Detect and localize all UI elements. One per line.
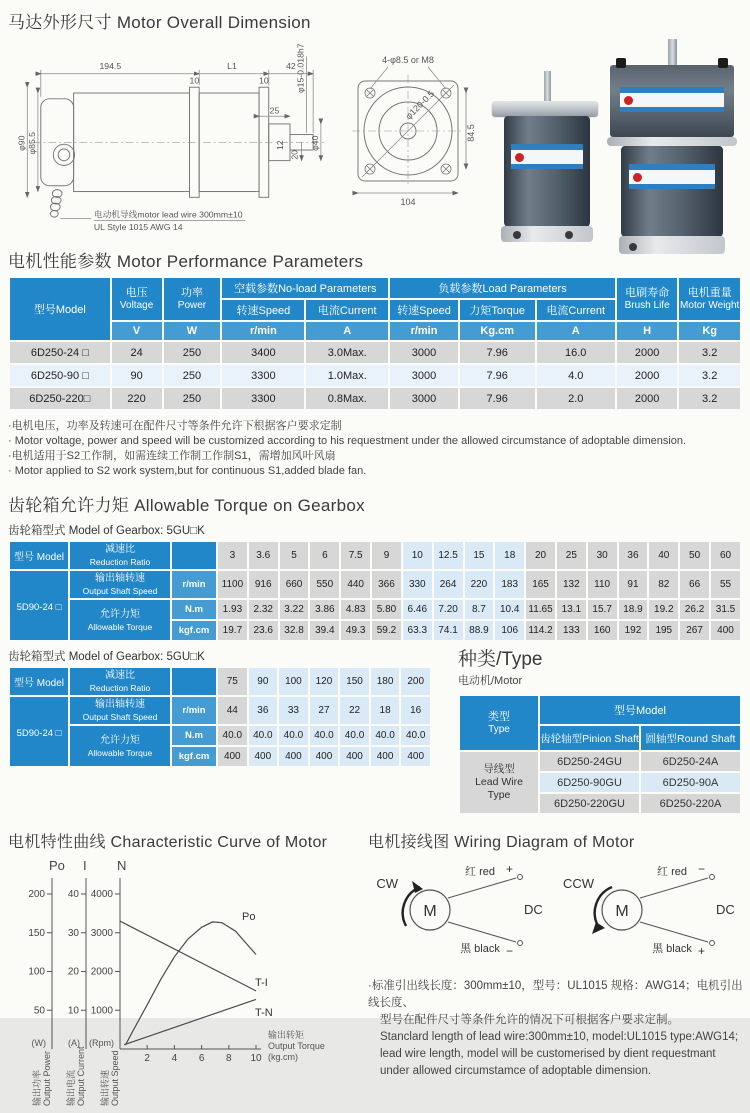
col-torque: 力矩Torque xyxy=(460,300,535,320)
table-cell: 250 xyxy=(164,342,221,363)
torque-nm-row: 允许力矩 Allowable Torque N.m 40.0 40.0 40.0 40.0 40.0 40.0 40.0 xyxy=(10,726,430,745)
lead-wire-spec: UL Style 1015 AWG 14 xyxy=(93,222,183,233)
gearbox-model-note-1: 齿轮箱型式 Model of Gearbox: 5GU□K xyxy=(8,525,205,537)
gearbox-table-1 xyxy=(8,540,742,642)
table-cell: 9 xyxy=(372,542,401,569)
series-T-N xyxy=(124,999,256,1044)
table-cell: 18.9 xyxy=(619,600,648,619)
table-cell: 120 xyxy=(310,668,339,695)
table-cell: 90 xyxy=(112,365,162,386)
group-noload: 空载参数No-load Parameters xyxy=(222,278,388,298)
table-cell: 40.0 xyxy=(310,726,339,745)
svg-text:(A): (A) xyxy=(68,1038,80,1048)
table-cell: 6.46 xyxy=(403,600,432,619)
svg-text:30: 30 xyxy=(67,927,79,939)
table-cell: 20 xyxy=(526,542,555,569)
table-cell: 7.96 xyxy=(460,342,535,363)
table-cell: 400 xyxy=(401,747,430,766)
type-table xyxy=(458,694,742,815)
table-cell: 264 xyxy=(434,571,463,598)
table-cell: 6D250-90 □ xyxy=(10,365,110,386)
svg-text:(W): (W) xyxy=(31,1038,46,1048)
table-cell: 7.5 xyxy=(341,542,370,569)
dim-dia90: φ90 xyxy=(16,135,27,151)
dim-total-length: 194.5 xyxy=(99,60,122,71)
table-cell: 114.2 xyxy=(526,621,555,640)
svg-text:输出功率: 输出功率 xyxy=(32,1069,42,1106)
table-cell: 100 xyxy=(279,668,308,695)
series-Po xyxy=(125,922,256,1045)
row-allowable-torque: 允许力矩 Allowable Torque xyxy=(70,726,170,766)
table-cell: 10.4 xyxy=(495,600,524,619)
svg-text:20: 20 xyxy=(67,966,79,978)
table-cell: 13.1 xyxy=(557,600,586,619)
table-cell: 7.20 xyxy=(434,600,463,619)
table-cell: 22 xyxy=(340,697,369,724)
section-title-dimension: 马达外形尺寸 Motor Overall Dimension xyxy=(8,13,311,32)
table-cell: 36 xyxy=(619,542,648,569)
table-cell: 132 xyxy=(557,571,586,598)
svg-text:输出转矩: 输出转矩 xyxy=(268,1030,305,1040)
table-cell: 3.6 xyxy=(249,542,278,569)
table-cell: 106 xyxy=(495,621,524,640)
svg-text:N: N xyxy=(117,858,127,873)
svg-text:150: 150 xyxy=(28,927,45,939)
lead-wire-note: 电动机导线motor lead wire 300mm±10 xyxy=(93,209,243,220)
table-cell: 49.3 xyxy=(341,621,370,640)
black-wire-label: 黑 black xyxy=(652,943,692,955)
type-section-title: 种类/Type xyxy=(458,649,543,670)
table-cell: 18 xyxy=(371,697,400,724)
table-cell: 400 xyxy=(371,747,400,766)
table-cell: 1100 xyxy=(218,571,247,598)
side-view-drawing xyxy=(8,37,344,235)
svg-text:40: 40 xyxy=(67,889,79,900)
table-cell: 39.4 xyxy=(310,621,339,640)
dim-plate2: 10 xyxy=(259,75,269,86)
svg-text:输出转速: 输出转速 xyxy=(100,1069,110,1106)
table-cell: 2000 xyxy=(617,365,678,386)
dim-104: 104 xyxy=(400,197,416,207)
table-cell: 180 xyxy=(371,668,400,695)
table-cell: 195 xyxy=(649,621,678,640)
table-cell: 3.2 xyxy=(679,342,740,363)
table-cell: 7.96 xyxy=(460,388,535,409)
table-cell: 2.32 xyxy=(249,600,278,619)
table-cell: 88.9 xyxy=(465,621,494,640)
table-cell: 40.0 xyxy=(340,726,369,745)
table-cell: 60 xyxy=(711,542,740,569)
table-cell: 66 xyxy=(680,571,709,598)
svg-text:Po: Po xyxy=(49,858,65,873)
table-cell: 3 xyxy=(218,542,247,569)
svg-text:Po: Po xyxy=(242,911,256,923)
performance-notes xyxy=(8,419,742,479)
table-cell: 40.0 xyxy=(401,726,430,745)
motor-photos xyxy=(484,37,742,233)
table-cell: 50 xyxy=(680,542,709,569)
note-line: under allowed circumstamce of adoptable dimension. xyxy=(380,1065,652,1077)
svg-text:2000: 2000 xyxy=(90,966,113,978)
table-cell: 26.2 xyxy=(680,600,709,619)
table-row xyxy=(460,752,740,771)
col-round-shaft: 圆轴型Round Shaft xyxy=(641,726,740,750)
direction-label: CW xyxy=(376,876,398,891)
svg-text:Output Power: Output Power xyxy=(42,1050,52,1106)
section-title-performance: 电机性能参数 Motor Performance Parameters xyxy=(8,252,364,271)
dim-bolt-note: 4-φ8.5 or M8 xyxy=(382,55,434,65)
svg-text:1000: 1000 xyxy=(90,1005,113,1017)
section-title-curve: 电机特性曲线 Characteristic Curve of Motor xyxy=(8,834,328,851)
note-line: · Motor applied to S2 work system,but for continuous S1,added blade fan. xyxy=(8,465,367,477)
table-cell: 7.96 xyxy=(460,365,535,386)
table-cell: 6D250-220GU xyxy=(540,794,639,813)
table-cell: 18 xyxy=(495,542,524,569)
svg-text:10: 10 xyxy=(67,1005,79,1017)
table-cell: 660 xyxy=(280,571,309,598)
svg-text:Output Torque: Output Torque xyxy=(268,1041,325,1051)
red-polarity: − xyxy=(698,862,706,876)
table-cell: 23.6 xyxy=(249,621,278,640)
table-cell: 8.7 xyxy=(465,600,494,619)
table-cell: 55 xyxy=(711,571,740,598)
dim-25: 25 xyxy=(269,105,280,116)
group-model: 型号Model xyxy=(540,696,740,724)
table-cell: 16.0 xyxy=(537,342,615,363)
dc-label: DC xyxy=(716,902,735,917)
table-cell: 6D250-90A xyxy=(641,773,740,792)
table-cell: 2.0 xyxy=(537,388,615,409)
table-cell: 400 xyxy=(310,747,339,766)
table-cell: 6D250-24GU xyxy=(540,752,639,771)
table-cell: 3000 xyxy=(390,342,458,363)
row-reduction-ratio: 减速比 Reduction Ratio xyxy=(70,668,170,695)
table-cell: 150 xyxy=(340,668,369,695)
wiring-diagram-ccw xyxy=(560,862,746,962)
table-cell: 44 xyxy=(218,697,247,724)
type-section-subtitle: 电动机/Motor xyxy=(458,675,523,687)
table-cell: 19.7 xyxy=(218,621,247,640)
dim-845: 84.5 xyxy=(466,124,476,142)
red-wire-label: 红 red xyxy=(465,866,495,878)
table-cell: 36 xyxy=(249,697,278,724)
table-cell: 400 xyxy=(711,621,740,640)
speed-row: 5D90-24 □ 输出轴转速 Output Shaft Speed r/min 44 36 33 27 22 18 16 xyxy=(10,697,430,724)
col-model: 型号 Model xyxy=(10,542,68,569)
table-cell: 40.0 xyxy=(249,726,278,745)
table-cell: 4.0 xyxy=(537,365,615,386)
col-brush-life: 电刷寿命 Brush Life xyxy=(617,278,678,320)
col-load-current: 电流Current xyxy=(537,300,615,320)
dim-dia855: φ85.5 xyxy=(26,131,37,155)
motor-symbol: M xyxy=(615,903,629,920)
table-cell: 59.2 xyxy=(372,621,401,640)
table-cell: 2000 xyxy=(617,342,678,363)
col-model: 型号Model xyxy=(10,278,110,340)
table-cell: 6D250-24A xyxy=(641,752,740,771)
table-cell: 30 xyxy=(588,542,617,569)
table-cell: 3300 xyxy=(222,365,304,386)
row-output-speed: 输出轴转速 Output Shaft Speed xyxy=(70,571,170,598)
table-cell: 27 xyxy=(310,697,339,724)
table-cell: 16 xyxy=(401,697,430,724)
table-cell: 40.0 xyxy=(218,726,247,745)
table-cell: 160 xyxy=(588,621,617,640)
table-cell: 3000 xyxy=(390,365,458,386)
table-cell: 6D250-220□ xyxy=(10,388,110,409)
svg-text:I: I xyxy=(83,858,87,873)
torque-kgf-row: kgf.cm 19.7 23.6 32.8 39.4 49.3 59.2 63.3 74.1 88.9 106 114.2 133 160 192 195 267 400 xyxy=(10,621,740,640)
table-cell: 63.3 xyxy=(403,621,432,640)
svg-text:输出电流: 输出电流 xyxy=(66,1069,76,1106)
table-cell: 25 xyxy=(557,542,586,569)
dim-plate1: 10 xyxy=(189,75,200,86)
row-lead-wire-type: 导线型 Lead Wire Type xyxy=(460,752,538,813)
col-noload-current: 电流Current xyxy=(306,300,388,320)
note-line: ·电机适用于S2工作制，如需连续工作制工作制S1，需增加风叶风扇 xyxy=(8,450,336,462)
table-cell: 6D250-220A xyxy=(641,794,740,813)
section-title-wiring: 电机接线图 Wiring Diagram of Motor xyxy=(368,834,635,851)
table-cell: 550 xyxy=(310,571,339,598)
table-cell: 267 xyxy=(680,621,709,640)
table-cell: 110 xyxy=(588,571,617,598)
table-cell: 40.0 xyxy=(371,726,400,745)
gearbox-table-2 xyxy=(8,666,432,768)
table-cell: 192 xyxy=(619,621,648,640)
svg-text:100: 100 xyxy=(28,966,45,978)
table-cell: 3300 xyxy=(222,388,304,409)
row-reduction-ratio: 减速比 Reduction Ratio xyxy=(70,542,170,569)
group-load: 负载参数Load Parameters xyxy=(390,278,615,298)
note-line: · Motor voltage, power and speed will be customized according to his requestment under the allowed circumstance of adoptable dimension. xyxy=(8,435,687,447)
dim-42: 42 xyxy=(286,60,296,71)
table-cell: 31.5 xyxy=(711,600,740,619)
col-weight: 电机重量 Motor Weight xyxy=(679,278,740,320)
table-cell: 3.2 xyxy=(679,388,740,409)
dimension-drawings xyxy=(8,37,742,235)
table-cell: 24 xyxy=(112,342,162,363)
table-cell: 220 xyxy=(465,571,494,598)
table-cell: 5.80 xyxy=(372,600,401,619)
col-power: 功率 Power xyxy=(164,278,221,320)
rotation-arrow-cw xyxy=(403,887,420,926)
dc-label: DC xyxy=(524,902,543,917)
note-line: ·电机电压，功率及转速可在配件尺寸等条件允许下根据客户要求定制 xyxy=(8,420,342,432)
characteristic-curve-chart xyxy=(8,856,358,1108)
black-polarity: − xyxy=(506,944,514,958)
svg-text:(Rpm): (Rpm) xyxy=(89,1038,114,1048)
table-cell: 250 xyxy=(164,365,221,386)
table-cell: 10 xyxy=(403,542,432,569)
table-cell: 3.0Max. xyxy=(306,342,388,363)
torque-nm-row: 允许力矩 Allowable Torque N.m 1.93 2.32 3.22 3.86 4.83 5.80 6.46 7.20 8.7 10.4 11.65 13.1 15.7 18.9 19.2 26.2 31.5 xyxy=(10,600,740,619)
col-model: 型号 Model xyxy=(10,668,68,695)
table-cell: 11.65 xyxy=(526,600,555,619)
table-cell: 3.22 xyxy=(280,600,309,619)
table-cell: 916 xyxy=(249,571,278,598)
table-cell: 5 xyxy=(280,542,309,569)
svg-text:10: 10 xyxy=(250,1053,262,1064)
svg-text:T-N: T-N xyxy=(255,1007,273,1019)
motor-symbol: M xyxy=(423,903,437,920)
table-row xyxy=(10,388,740,409)
svg-text:Output Speed: Output Speed xyxy=(110,1050,120,1106)
table-cell: 400 xyxy=(340,747,369,766)
svg-text:8: 8 xyxy=(226,1053,232,1064)
col-type: 类型 Type xyxy=(460,696,538,750)
table-cell: 6 xyxy=(310,542,339,569)
dim-shaft-dia: φ15-0.018h7 xyxy=(295,43,306,94)
table-cell: 400 xyxy=(218,747,247,766)
table-cell: 12.5 xyxy=(434,542,463,569)
table-cell: 3.86 xyxy=(310,600,339,619)
col-load-speed: 转速Speed xyxy=(390,300,458,320)
col-noload-speed: 转速Speed xyxy=(222,300,304,320)
svg-text:T-I: T-I xyxy=(255,977,268,989)
note-line: Stanclard length of lead wire:300mm±10, model:UL1015 type:AWG14; xyxy=(380,1031,739,1043)
note-line: ·标准引出线长度：300mm±10，型号：UL1015 规格：AWG14；电机引出线长度、 xyxy=(368,980,743,1009)
table-cell: 200 xyxy=(401,668,430,695)
table-cell: 3000 xyxy=(390,388,458,409)
table-cell: 366 xyxy=(372,571,401,598)
dim-12: 12 xyxy=(275,140,286,151)
speed-row: 5D90-24 □ 输出轴转速 Output Shaft Speed r/min 1100 916 660 550 440 366 330 264 220 183 165 132 110 91 82 66 55 xyxy=(10,571,740,598)
table-cell: 3400 xyxy=(222,342,304,363)
red-wire-label: 红 red xyxy=(657,866,687,878)
table-cell: 1.0Max. xyxy=(306,365,388,386)
dim-hub-dia: φ40 xyxy=(309,135,320,151)
table-cell: 19.2 xyxy=(649,600,678,619)
table-cell: 90 xyxy=(249,668,278,695)
wiring-diagram-cw xyxy=(368,862,554,962)
ratio-row xyxy=(10,542,740,569)
table-cell: 220 xyxy=(112,388,162,409)
table-cell: 165 xyxy=(526,571,555,598)
table-cell: 0.8Max. xyxy=(306,388,388,409)
note-line: lead wire length, model will be customerised by dient requestmant xyxy=(380,1048,716,1060)
dim-l1: L1 xyxy=(227,60,237,71)
svg-text:Output Current: Output Current xyxy=(76,1046,86,1106)
svg-text:4000: 4000 xyxy=(90,889,113,900)
table-cell: 74.1 xyxy=(434,621,463,640)
table-cell: 3.2 xyxy=(679,365,740,386)
table-cell: 133 xyxy=(557,621,586,640)
col-pinion-shaft: 齿轮轴型Pinion Shaft xyxy=(540,726,639,750)
svg-text:200: 200 xyxy=(28,889,45,900)
table-cell: 183 xyxy=(495,571,524,598)
table-cell: 82 xyxy=(649,571,678,598)
table-cell: 6D250-24 □ xyxy=(10,342,110,363)
table-cell: 32.8 xyxy=(280,621,309,640)
note-line: 型号在配件尺寸等条件允许的情况下可根据客户要求定制。 xyxy=(380,1014,679,1026)
table-row xyxy=(10,342,740,363)
ratio-row xyxy=(10,668,430,695)
table-cell: 15.7 xyxy=(588,600,617,619)
table-cell: 33 xyxy=(279,697,308,724)
svg-text:6: 6 xyxy=(198,1053,205,1064)
table-cell: 330 xyxy=(403,571,432,598)
torque-kgf-row: kgf.cm 400 400 400 400 400 400 400 xyxy=(10,747,430,766)
svg-text:4: 4 xyxy=(171,1053,178,1064)
svg-text:3000: 3000 xyxy=(90,927,113,939)
performance-table xyxy=(8,276,742,411)
col-voltage: 电压 Voltage xyxy=(112,278,162,320)
motor-photo-large xyxy=(606,39,738,254)
dim-20: 20 xyxy=(289,149,300,160)
table-cell: 15 xyxy=(465,542,494,569)
red-polarity: + xyxy=(506,862,514,876)
dim-pilot-dia: φ120-0.5 xyxy=(403,88,437,122)
svg-text:2: 2 xyxy=(144,1053,150,1064)
table-cell: 40.0 xyxy=(279,726,308,745)
table-cell: 440 xyxy=(341,571,370,598)
row-output-speed: 输出轴转速 Output Shaft Speed xyxy=(70,697,170,724)
table-cell: 40 xyxy=(649,542,678,569)
direction-label: CCW xyxy=(562,876,594,891)
model-cell: 5D90-24 □ xyxy=(10,571,68,640)
table-cell: 250 xyxy=(164,388,221,409)
unit-row: V W r/min A r/min Kg.cm A H Kg xyxy=(10,322,740,340)
table-cell: 6D250-90GU xyxy=(540,773,639,792)
table-row xyxy=(10,365,740,386)
svg-text:(kg.cm): (kg.cm) xyxy=(268,1052,298,1062)
table-cell: 400 xyxy=(279,747,308,766)
front-view-drawing xyxy=(348,37,480,235)
rotation-arrow-ccw xyxy=(595,887,612,926)
table-cell: 400 xyxy=(249,747,278,766)
table-cell: 1.93 xyxy=(218,600,247,619)
svg-text:50: 50 xyxy=(33,1005,45,1017)
gearbox-model-note-2: 齿轮箱型式 Model of Gearbox: 5GU□K xyxy=(8,651,205,663)
row-allowable-torque: 允许力矩 Allowable Torque xyxy=(70,600,170,640)
black-polarity: + xyxy=(698,944,706,958)
section-title-gearbox: 齿轮箱允许力矩 Allowable Torque on Gearbox xyxy=(8,496,365,515)
motor-photo-small xyxy=(492,71,602,242)
table-cell: 91 xyxy=(619,571,648,598)
table-cell: 4.83 xyxy=(341,600,370,619)
table-cell: 2000 xyxy=(617,388,678,409)
table-cell: 75 xyxy=(218,668,247,695)
wiring-notes xyxy=(368,978,746,1080)
black-wire-label: 黑 black xyxy=(460,943,500,955)
model-cell: 5D90-24 □ xyxy=(10,697,68,766)
